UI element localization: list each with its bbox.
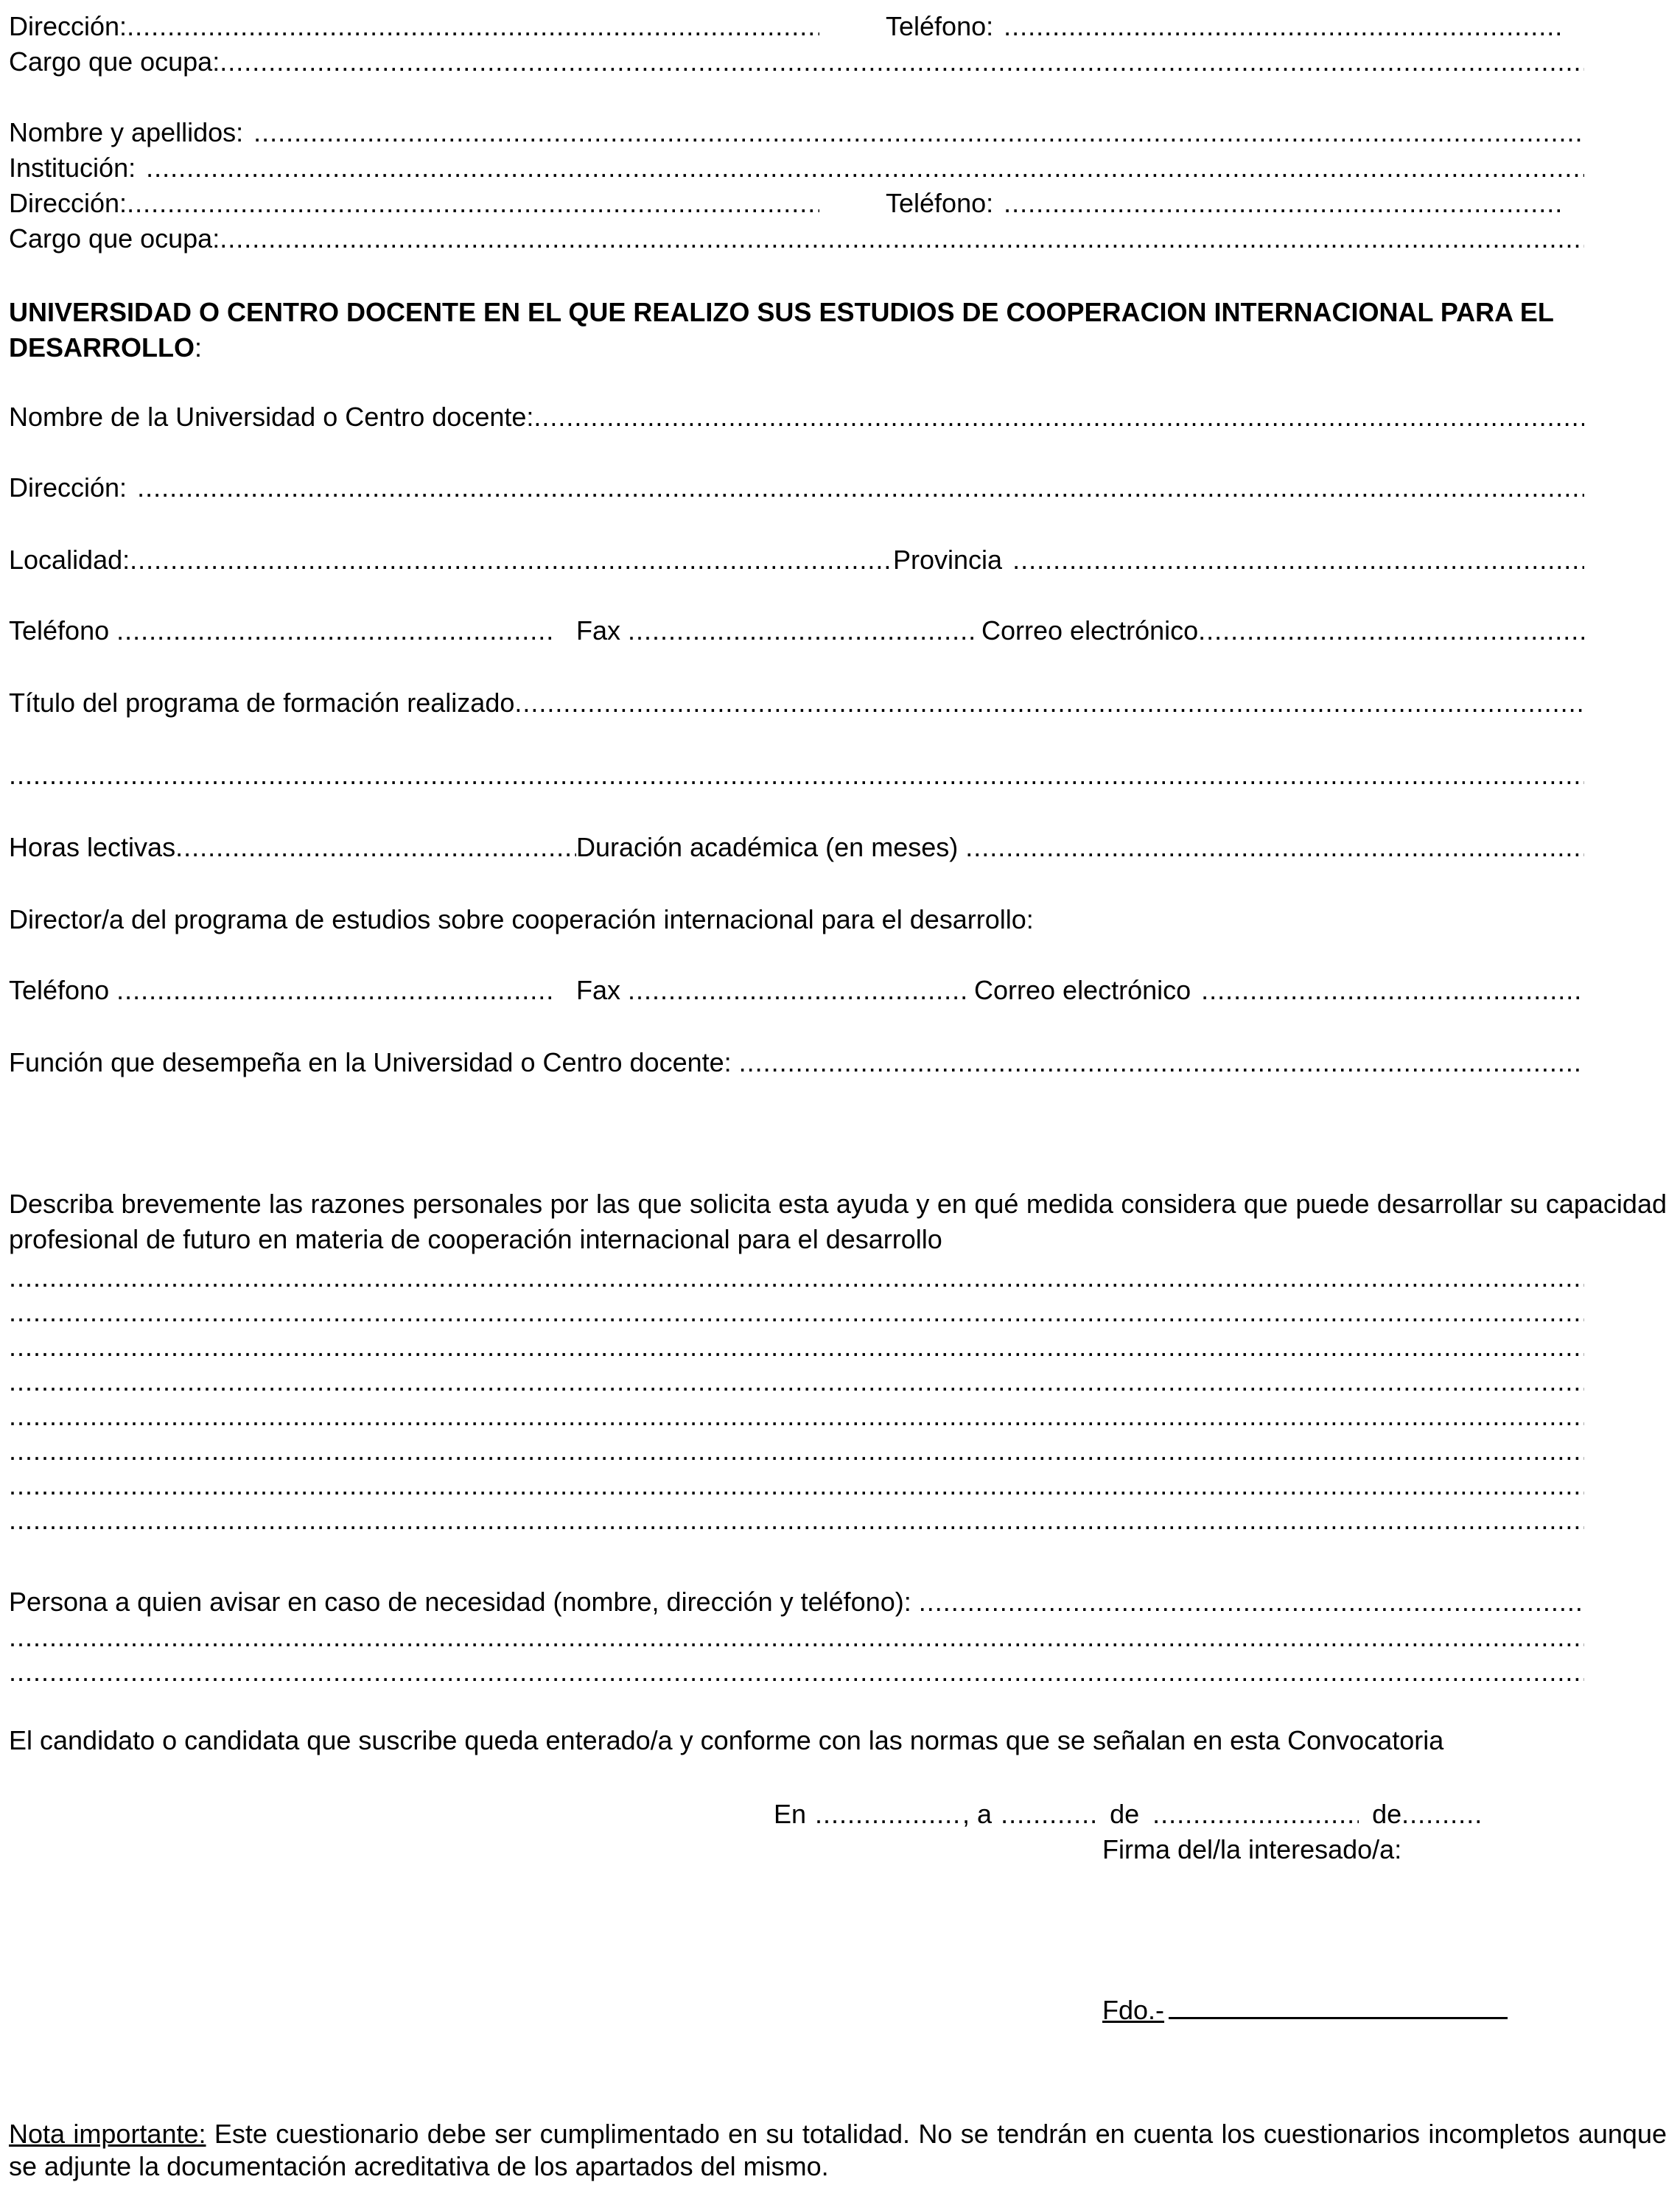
uni-provincia-dots (1012, 544, 1584, 576)
reasons-line[interactable] (9, 1400, 1584, 1430)
signature-fdo-row (1102, 1994, 1508, 2027)
uni-fax-label: Fax (576, 615, 621, 646)
signature-firma-label: Firma del/la interesado/a: (1102, 1834, 1402, 1864)
uni-titulo-dots (514, 687, 1584, 719)
contact2-institucion-row[interactable] (9, 152, 1584, 184)
uni-funcion-label: Función que desempeña en la Universidad o Centro docente: (9, 1047, 732, 1077)
uni-telefono-field[interactable] (9, 615, 554, 646)
uni-dir-telefono-label: Teléfono (9, 975, 110, 1005)
uni-titulo-row[interactable] (9, 687, 1584, 719)
uni-correo-label: Correo electrónico (981, 615, 1199, 646)
signature-de2-label: de (1372, 1799, 1402, 1829)
uni-direccion-label: Dirección: (9, 472, 127, 503)
contact2-telefono-field[interactable] (886, 187, 1564, 219)
uni-dir-correo-dots (1201, 974, 1584, 1006)
contact1-cargo-label: Cargo que ocupa: (9, 46, 220, 77)
emergency-dots (919, 1586, 1584, 1618)
uni-dir-fax-dots (628, 974, 967, 1006)
uni-horas-dots (175, 831, 576, 863)
uni-nombre-dots (533, 401, 1584, 433)
emergency-line[interactable] (9, 1656, 1584, 1685)
uni-dir-correo-label: Correo electrónico (974, 975, 1191, 1005)
important-note (9, 2118, 1667, 2183)
signature-month-field[interactable] (1152, 1798, 1359, 1830)
uni-dir-fax-field[interactable] (576, 974, 967, 1006)
signature-fdo-label: Fdo.- (1102, 1995, 1165, 2025)
contact2-cargo-label: Cargo que ocupa: (9, 223, 220, 254)
uni-correo-dots (1198, 615, 1584, 646)
contact1-direccion-label: Dirección: (9, 11, 127, 41)
contact2-nombre-label: Nombre y apellidos: (9, 117, 244, 147)
contact2-institucion-label: Institución: (9, 153, 136, 183)
uni-fax-field[interactable] (576, 615, 974, 646)
uni-dir-telefono-row (9, 974, 1584, 1007)
uni-telefono-row (9, 615, 1584, 647)
uni-titulo-label: Título del programa de formación realizado (9, 688, 515, 718)
uni-dir-telefono-dots (116, 974, 554, 1006)
reasons-line[interactable] (9, 1366, 1584, 1395)
emergency-label: Persona a quien avisar en caso de necesidad (nombre, dirección y teléfono): (9, 1587, 911, 1617)
uni-fax-dots (628, 615, 974, 646)
section-heading-colon: : (195, 332, 203, 363)
contact1-direccion-row (9, 10, 1584, 43)
signature-place-field[interactable] (815, 1798, 962, 1830)
emergency-line[interactable] (9, 1621, 1584, 1651)
contact2-direccion-row (9, 187, 1584, 220)
uni-nombre-row[interactable] (9, 401, 1584, 433)
important-note-text: Este cuestionario debe ser cumplimentado en su totalidad. No se tendrán en cuenta los cuestionarios incompletos aunque se adjunte la documentación acreditativa de los apartados del mismo. (9, 2119, 1667, 2181)
uni-horas-row (9, 831, 1584, 864)
uni-direccion-dots (137, 472, 1584, 503)
uni-director-label-row (9, 903, 1034, 936)
contact2-nombre-row[interactable] (9, 116, 1584, 149)
uni-correo-field[interactable] (981, 615, 1584, 646)
uni-horas-label: Horas lectivas (9, 832, 176, 862)
reasons-line[interactable] (9, 1504, 1584, 1534)
uni-localidad-row (9, 544, 1584, 576)
contact1-telefono-label: Teléfono: (886, 11, 994, 41)
contact2-cargo-dots (220, 223, 1584, 254)
agreement-text: El candidato o candidata que suscribe queda enterado/a y conforme con las normas que se señalan en esta Convocatoria (9, 1725, 1444, 1755)
signature-en-label: En (774, 1799, 807, 1829)
reasons-line[interactable] (9, 1469, 1584, 1499)
section-heading-text: UNIVERSIDAD O CENTRO DOCENTE EN EL QUE REALIZO SUS ESTUDIOS DE COOPERACION INTERNACIONAL PARA EL DESARROLLO (9, 297, 1554, 363)
signature-place-date (774, 1798, 1584, 1831)
uni-nombre-label: Nombre de la Universidad o Centro docente: (9, 402, 534, 432)
contact2-telefono-dots (1004, 187, 1564, 219)
contact2-institucion-dots (146, 152, 1584, 183)
uni-duracion-label: Duración académica (en meses) (576, 832, 959, 862)
contact1-direccion-dots (127, 10, 819, 42)
uni-dir-telefono-field[interactable] (9, 974, 554, 1006)
reasons-line[interactable] (9, 1296, 1584, 1326)
uni-director-label: Director/a del programa de estudios sobre cooperación internacional para el desarrollo: (9, 904, 1034, 934)
uni-duracion-field[interactable] (576, 831, 1584, 863)
uni-horas-field[interactable] (9, 831, 576, 863)
reasons-prompt: Describa brevemente las razones personales por las que solicita esta ayuda y en qué medida considera que puede desarrollar su capacidad profesional de futuro en materia de cooperación internacional para el desarrollo (9, 1189, 1667, 1254)
contact1-telefono-dots (1004, 10, 1564, 42)
important-note-label: Nota importante: (9, 2119, 206, 2149)
contact2-direccion-label: Dirección: (9, 188, 127, 218)
reasons-line[interactable] (9, 1262, 1584, 1291)
signature-de1-label: de (1110, 1799, 1140, 1829)
uni-localidad-dots (130, 544, 893, 576)
uni-localidad-field[interactable] (9, 544, 893, 576)
uni-dir-fax-label: Fax (576, 975, 621, 1005)
uni-dir-correo-field[interactable] (974, 974, 1584, 1006)
uni-funcion-dots (739, 1046, 1584, 1078)
reasons-line[interactable] (9, 1435, 1584, 1464)
uni-duracion-dots (965, 831, 1584, 863)
reasons-line[interactable] (9, 1331, 1584, 1360)
signature-firma-row (1102, 1833, 1401, 1866)
contact1-cargo-row[interactable] (9, 46, 1584, 78)
contact2-direccion-field[interactable] (9, 187, 819, 219)
signature-day-field[interactable] (1001, 1798, 1096, 1830)
contact2-telefono-label: Teléfono: (886, 188, 994, 218)
uni-telefono-label: Teléfono (9, 615, 110, 646)
signature-year-field[interactable] (1401, 1798, 1483, 1830)
emergency-row[interactable] (9, 1586, 1584, 1618)
contact1-cargo-dots (220, 46, 1584, 77)
uni-provincia-label: Provincia (893, 545, 1003, 575)
contact1-telefono-field[interactable] (886, 10, 1564, 42)
uni-localidad-label: Localidad: (9, 545, 130, 575)
uni-direccion-row[interactable] (9, 472, 1584, 504)
contact2-nombre-dots (253, 116, 1584, 148)
uni-funcion-row[interactable] (9, 1046, 1584, 1079)
uni-titulo-continuation[interactable] (9, 759, 1584, 789)
uni-provincia-field[interactable] (893, 544, 1584, 576)
signature-a-label: , a (962, 1799, 993, 1829)
signature-line[interactable] (1169, 1995, 1508, 2019)
contact2-direccion-dots (127, 187, 819, 219)
agreement-row (9, 1724, 1443, 1757)
contact2-cargo-row[interactable] (9, 223, 1584, 255)
section-heading (9, 295, 1659, 366)
uni-telefono-dots (116, 615, 554, 646)
contact1-direccion-field[interactable] (9, 10, 819, 42)
